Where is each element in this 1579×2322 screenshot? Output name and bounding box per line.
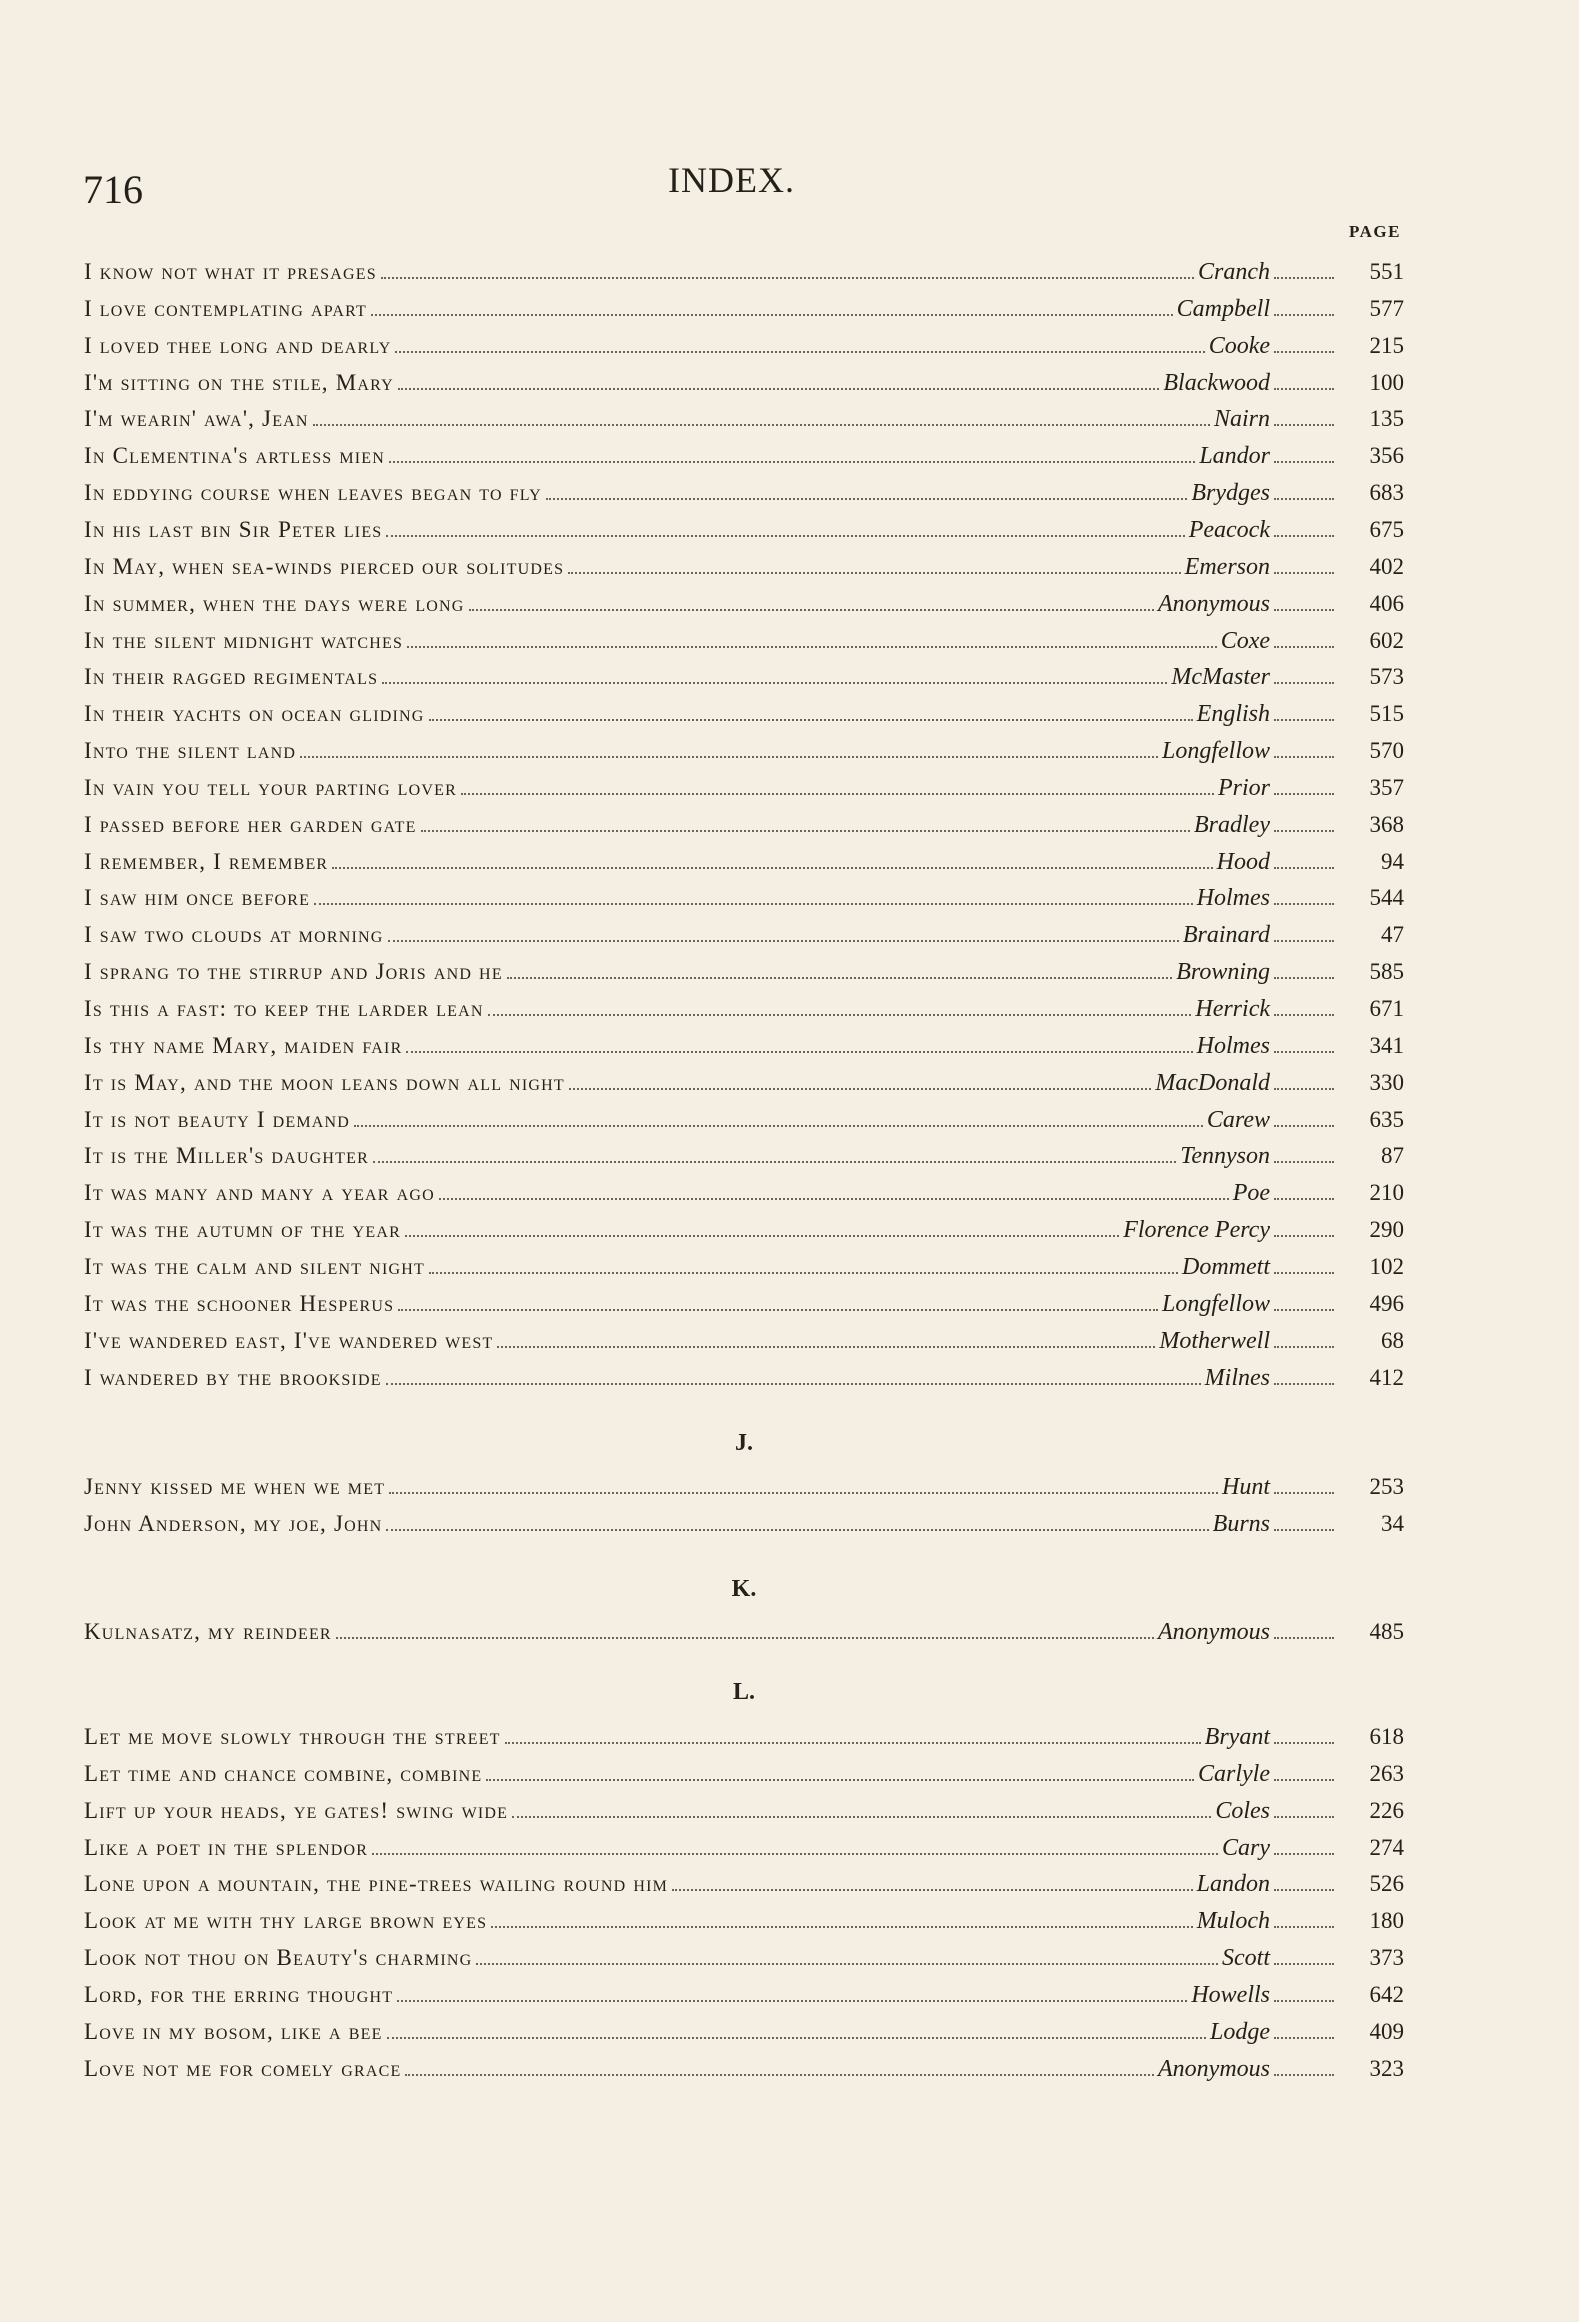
dot-leader: [1274, 1963, 1334, 1965]
dot-leader: [1274, 1637, 1334, 1639]
entry-page-number: 368: [1369, 811, 1404, 837]
entry-first-line: John Anderson, my joe, John: [84, 1510, 383, 1536]
dot-leader: [505, 1742, 1201, 1744]
entry-page-number: 406: [1369, 590, 1404, 616]
page-title: INDEX.: [668, 160, 795, 200]
entry-page-number: 577: [1369, 295, 1404, 321]
entry-page-number: 573: [1369, 664, 1404, 690]
dot-leader: [1274, 2074, 1334, 2076]
entry-author: Cary: [1222, 1834, 1270, 1861]
entry-first-line: Look not thou on Beauty's charming: [84, 1945, 473, 1971]
dot-leader: [405, 2074, 1154, 2076]
entry-author: MacDonald: [1155, 1069, 1270, 1096]
dot-leader: [386, 1383, 1201, 1385]
index-entry: [84, 1936, 1404, 1973]
entry-page-number: 253: [1369, 1474, 1404, 1499]
entry-page-number: 402: [1369, 553, 1404, 579]
index-entry: [84, 250, 1404, 287]
entry-author: Tennyson: [1180, 1143, 1270, 1170]
entry-author: Browning: [1176, 959, 1270, 986]
dot-leader: [407, 646, 1217, 648]
entry-first-line: It was the autumn of the year: [84, 1217, 401, 1243]
entry-first-line: Let me move slowly through the street: [84, 1724, 501, 1749]
index-entry: [84, 840, 1404, 877]
dot-leader: [388, 940, 1179, 942]
entry-author: Bradley: [1194, 811, 1270, 838]
dot-leader: [398, 388, 1160, 390]
entry-page-number: 341: [1369, 1032, 1404, 1058]
entry-first-line: In their yachts on ocean gliding: [84, 701, 425, 727]
index-entry: [84, 950, 1404, 987]
index-entry: [84, 1098, 1404, 1135]
entry-page-number: 210: [1369, 1180, 1404, 1206]
dot-leader: [507, 977, 1172, 979]
dot-leader: [332, 867, 1212, 869]
entry-author: Bryant: [1204, 1724, 1270, 1750]
entry-page-number: 323: [1369, 2055, 1404, 2081]
entry-first-line: I saw him once before: [84, 885, 311, 911]
entry-first-line: Lift up your heads, ye gates! swing wide: [84, 1797, 509, 1823]
entry-author: Anonymous: [1158, 1619, 1270, 1645]
dot-leader: [672, 1889, 1193, 1891]
dot-leader: [1274, 572, 1334, 574]
dot-leader: [1274, 1926, 1334, 1928]
entry-first-line: Kulnasatz, my reindeer: [84, 1619, 332, 1644]
dot-leader: [382, 682, 1167, 684]
dot-leader: [1274, 461, 1334, 463]
entry-first-line: In May, when sea-winds pierced our solitudes: [84, 553, 565, 579]
entry-page-number: 180: [1369, 1908, 1404, 1934]
entry-page-number: 226: [1369, 1797, 1404, 1823]
dot-leader: [389, 1492, 1218, 1494]
entry-author: Landon: [1196, 1871, 1270, 1898]
dot-leader: [421, 830, 1190, 832]
entry-page-number: 618: [1369, 1724, 1404, 1749]
dot-leader: [476, 1963, 1218, 1965]
dot-leader: [1274, 1161, 1334, 1163]
entry-author: Anonymous: [1158, 2055, 1270, 2082]
entry-page-number: 290: [1369, 1217, 1404, 1243]
entry-page-number: 135: [1369, 406, 1404, 432]
entry-author: Herrick: [1195, 996, 1270, 1022]
entry-author: Lodge: [1210, 2018, 1270, 2045]
entry-page-number: 570: [1369, 738, 1404, 764]
index-entry: [84, 876, 1404, 913]
dot-leader: [429, 719, 1193, 721]
entry-page-number: 87: [1381, 1143, 1404, 1169]
index-entry: [84, 729, 1404, 766]
entry-first-line: In summer, when the days were long: [84, 590, 465, 616]
entry-author: English: [1196, 701, 1270, 728]
dot-leader: [371, 314, 1173, 316]
index-entry: [84, 1356, 1404, 1393]
dot-leader: [486, 1779, 1194, 1781]
entry-first-line: I've wandered east, I've wandered west: [84, 1327, 494, 1353]
dot-leader: [1274, 793, 1334, 795]
entry-first-line: I'm wearin' awa', Jean: [84, 406, 309, 432]
index-entry: [84, 1245, 1404, 1282]
index-entry: [84, 1134, 1404, 1171]
dot-leader: [395, 351, 1204, 353]
entry-author: Brainard: [1182, 922, 1270, 949]
dot-leader: [1274, 903, 1334, 905]
entry-first-line: In the silent midnight watches: [84, 627, 404, 653]
entry-page-number: 544: [1369, 885, 1404, 911]
entry-author: Florence Percy: [1123, 1217, 1270, 1244]
entry-page-number: 356: [1369, 443, 1404, 469]
index-entry: [84, 692, 1404, 729]
entry-page-number: 274: [1369, 1834, 1404, 1860]
page-column-label: PAGE: [1349, 222, 1401, 241]
entry-author: Cranch: [1198, 259, 1270, 285]
index-entry: [84, 582, 1404, 619]
dot-leader: [1274, 2000, 1334, 2002]
dot-leader: [1274, 830, 1334, 832]
entry-page-number: 68: [1381, 1327, 1404, 1353]
entry-page-number: 585: [1369, 959, 1404, 985]
entry-first-line: Lord, for the erring thought: [84, 1981, 394, 2007]
index-entry: [84, 1208, 1404, 1245]
dot-leader: [1274, 867, 1334, 869]
entry-author: Peacock: [1188, 516, 1270, 543]
dot-leader: [1274, 1088, 1334, 1090]
dot-leader: [313, 424, 1210, 426]
entry-first-line: In vain you tell your parting lover: [84, 774, 457, 800]
entry-author: McMaster: [1171, 664, 1270, 691]
index-entry: [84, 987, 1404, 1024]
entry-page-number: 215: [1369, 332, 1404, 358]
index-entry: [84, 619, 1404, 656]
dot-leader: [1274, 1529, 1334, 1531]
entry-page-number: 409: [1369, 2018, 1404, 2044]
dot-leader: [1274, 1346, 1334, 1348]
dot-leader: [569, 1088, 1151, 1090]
entry-page-number: 642: [1369, 1981, 1404, 2007]
entry-page-number: 330: [1369, 1069, 1404, 1095]
section-letter: L.: [732, 1679, 755, 1705]
entry-author: Milnes: [1204, 1364, 1270, 1391]
dot-leader: [1274, 940, 1334, 942]
index-entries: [84, 0, 1404, 2322]
dot-leader: [336, 1637, 1154, 1639]
entry-first-line: I remember, I remember: [84, 848, 329, 874]
dot-leader: [1274, 351, 1334, 353]
index-entry: [84, 1789, 1404, 1826]
dot-leader: [405, 1235, 1119, 1237]
entry-page-number: 102: [1369, 1253, 1404, 1279]
dot-leader: [300, 756, 1158, 758]
index-entry: [84, 1502, 1404, 1539]
entry-author: Burns: [1212, 1510, 1270, 1537]
dot-leader: [1274, 1779, 1334, 1781]
entry-page-number: 602: [1369, 627, 1404, 653]
dot-leader: [546, 498, 1187, 500]
entry-first-line: Look at me with thy large brown eyes: [84, 1908, 488, 1934]
entry-first-line: It was many and many a year ago: [84, 1180, 435, 1206]
entry-author: Anonymous: [1158, 590, 1270, 617]
dot-leader: [1274, 498, 1334, 500]
entry-first-line: I love contemplating apart: [84, 295, 368, 321]
index-entry: [84, 471, 1404, 508]
entry-page-number: 412: [1369, 1364, 1404, 1390]
dot-leader: [1274, 1235, 1334, 1237]
entry-first-line: I know not what it presages: [84, 259, 377, 284]
dot-leader: [397, 2000, 1187, 2002]
index-entry: [84, 1973, 1404, 2010]
entry-author: Poe: [1232, 1180, 1270, 1207]
entry-first-line: It was the schooner Hesperus: [84, 1290, 395, 1316]
dot-leader: [488, 1014, 1192, 1016]
dot-leader: [497, 1346, 1155, 1348]
dot-leader: [1274, 314, 1334, 316]
entry-author: Motherwell: [1159, 1327, 1270, 1354]
entry-page-number: 635: [1369, 1106, 1404, 1132]
entry-page-number: 496: [1369, 1290, 1404, 1316]
dot-leader: [1274, 1853, 1334, 1855]
entry-first-line: In his last bin Sir Peter lies: [84, 516, 383, 542]
entry-author: Blackwood: [1163, 369, 1270, 396]
index-entry: [84, 1610, 1404, 1647]
page-number: 716: [83, 167, 143, 212]
dot-leader: [491, 1926, 1192, 1928]
index-entry: [84, 1826, 1404, 1863]
section-letter: J.: [735, 1430, 753, 1456]
entry-first-line: Is this a fast: to keep the larder lean: [84, 996, 484, 1021]
entry-page-number: 485: [1369, 1619, 1404, 1644]
index-entry: [84, 655, 1404, 692]
dot-leader: [381, 277, 1194, 279]
entry-first-line: Like a poet in the splendor: [84, 1834, 369, 1860]
entry-author: Coxe: [1220, 627, 1270, 654]
dot-leader: [1274, 1198, 1334, 1200]
dot-leader: [1274, 719, 1334, 721]
entry-page-number: 515: [1369, 701, 1404, 727]
entry-page-number: 675: [1369, 516, 1404, 542]
entry-first-line: Lone upon a mountain, the pine-trees wailing round him: [84, 1871, 669, 1897]
entry-first-line: Love not me for comely grace: [84, 2055, 402, 2081]
entry-author: Howells: [1191, 1981, 1270, 2008]
dot-leader: [1274, 609, 1334, 611]
dot-leader: [1274, 756, 1334, 758]
dot-leader: [1274, 277, 1334, 279]
entry-first-line: Is thy name Mary, maiden fair: [84, 1032, 403, 1058]
index-entry: [84, 545, 1404, 582]
entry-author: Scott: [1222, 1945, 1270, 1972]
entry-first-line: It is May, and the moon leans down all night: [84, 1069, 565, 1095]
entry-first-line: I sprang to the stirrup and Joris and he: [84, 959, 503, 985]
index-entry: [84, 1319, 1404, 1356]
entry-page-number: 34: [1381, 1510, 1404, 1536]
dot-leader: [461, 793, 1214, 795]
dot-leader: [406, 1051, 1192, 1053]
entry-first-line: It is not beauty I demand: [84, 1106, 351, 1132]
index-entry: [84, 1715, 1404, 1752]
entry-page-number: 100: [1369, 369, 1404, 395]
entry-first-line: In their ragged regimentals: [84, 664, 379, 690]
index-entry: [84, 434, 1404, 471]
index-entry: [84, 1752, 1404, 1789]
entry-page-number: 94: [1381, 848, 1404, 874]
dot-leader: [512, 1816, 1211, 1818]
dot-leader: [386, 535, 1184, 537]
entry-page-number: 671: [1369, 996, 1404, 1021]
index-entry: [84, 287, 1404, 324]
entry-author: Campbell: [1176, 295, 1270, 322]
index-entry: [84, 2047, 1404, 2084]
index-entry: [84, 508, 1404, 545]
dot-leader: [1274, 1272, 1334, 1274]
entry-author: Holmes: [1196, 885, 1270, 912]
dot-leader: [1274, 1051, 1334, 1053]
entry-author: Hood: [1216, 848, 1270, 875]
dot-leader: [429, 1272, 1178, 1274]
entry-author: Landor: [1199, 443, 1270, 470]
entry-first-line: I passed before her garden gate: [84, 811, 417, 837]
entry-first-line: I saw two clouds at morning: [84, 922, 384, 948]
entry-page-number: 263: [1369, 1760, 1404, 1786]
dot-leader: [1274, 2037, 1334, 2039]
entry-author: Dommett: [1182, 1253, 1270, 1280]
entry-first-line: It was the calm and silent night: [84, 1253, 425, 1279]
entry-page-number: 683: [1369, 480, 1404, 506]
dot-leader: [1274, 977, 1334, 979]
entry-author: Longfellow: [1161, 738, 1270, 765]
entry-first-line: Jenny kissed me when we met: [84, 1474, 386, 1499]
dot-leader: [386, 1529, 1208, 1531]
entry-page-number: 526: [1369, 1871, 1404, 1897]
entry-author: Longfellow: [1161, 1290, 1270, 1317]
dot-leader: [1274, 646, 1334, 648]
entry-page-number: 551: [1369, 259, 1404, 284]
dot-leader: [1274, 1816, 1334, 1818]
dot-leader: [1274, 1383, 1334, 1385]
entry-author: Hunt: [1222, 1474, 1270, 1500]
entry-first-line: Into the silent land: [84, 738, 297, 764]
index-entry: [84, 397, 1404, 434]
entry-author: Brydges: [1191, 480, 1270, 507]
index-entry: [84, 1465, 1404, 1502]
dot-leader: [1274, 1492, 1334, 1494]
entry-author: Muloch: [1196, 1908, 1270, 1935]
entry-author: Cooke: [1208, 332, 1270, 359]
dot-leader: [1274, 388, 1334, 390]
entry-author: Holmes: [1196, 1032, 1270, 1059]
entry-author: Coles: [1215, 1797, 1270, 1824]
entry-page-number: 373: [1369, 1945, 1404, 1971]
dot-leader: [314, 903, 1193, 905]
index-entry: [84, 1171, 1404, 1208]
dot-leader: [354, 1125, 1203, 1127]
index-entry: [84, 1899, 1404, 1936]
dot-leader: [1274, 682, 1334, 684]
dot-leader: [387, 2037, 1206, 2039]
entry-first-line: I loved thee long and dearly: [84, 332, 392, 358]
entry-author: Nairn: [1213, 406, 1270, 433]
dot-leader: [1274, 1309, 1334, 1311]
dot-leader: [1274, 424, 1334, 426]
index-entry: [84, 1024, 1404, 1061]
dot-leader: [398, 1309, 1158, 1311]
entry-first-line: In Clementina's artless mien: [84, 443, 386, 469]
entry-first-line: It is the Miller's daughter: [84, 1143, 369, 1169]
dot-leader: [1274, 1014, 1334, 1016]
index-entry: [84, 803, 1404, 840]
index-entry: [84, 766, 1404, 803]
entry-author: Carlyle: [1198, 1760, 1270, 1787]
entry-first-line: In eddying course when leaves began to fly: [84, 480, 542, 506]
dot-leader: [568, 572, 1180, 574]
index-entry: [84, 913, 1404, 950]
index-entry: [84, 1282, 1404, 1319]
entry-first-line: Let time and chance combine, combine: [84, 1760, 483, 1786]
dot-leader: [1274, 1125, 1334, 1127]
dot-leader: [372, 1853, 1218, 1855]
dot-leader: [1274, 1889, 1334, 1891]
entry-first-line: I'm sitting on the stile, Mary: [84, 369, 394, 395]
section-letter: K.: [731, 1576, 757, 1602]
index-entry: [84, 324, 1404, 361]
entry-author: Prior: [1217, 774, 1270, 801]
dot-leader: [373, 1161, 1176, 1163]
dot-leader: [389, 461, 1195, 463]
entry-first-line: Love in my bosom, like a bee: [84, 2018, 383, 2044]
index-entry: [84, 1061, 1404, 1098]
index-entry: [84, 1862, 1404, 1899]
dot-leader: [1274, 535, 1334, 537]
index-entry: [84, 2010, 1404, 2047]
index-entry: [84, 361, 1404, 398]
entry-page-number: 47: [1381, 922, 1404, 948]
entry-page-number: 357: [1369, 774, 1404, 800]
entry-author: Emerson: [1184, 553, 1270, 580]
entry-first-line: I wandered by the brookside: [84, 1364, 382, 1390]
dot-leader: [1274, 1742, 1334, 1744]
dot-leader: [469, 609, 1154, 611]
entry-author: Carew: [1206, 1106, 1270, 1133]
dot-leader: [439, 1198, 1229, 1200]
